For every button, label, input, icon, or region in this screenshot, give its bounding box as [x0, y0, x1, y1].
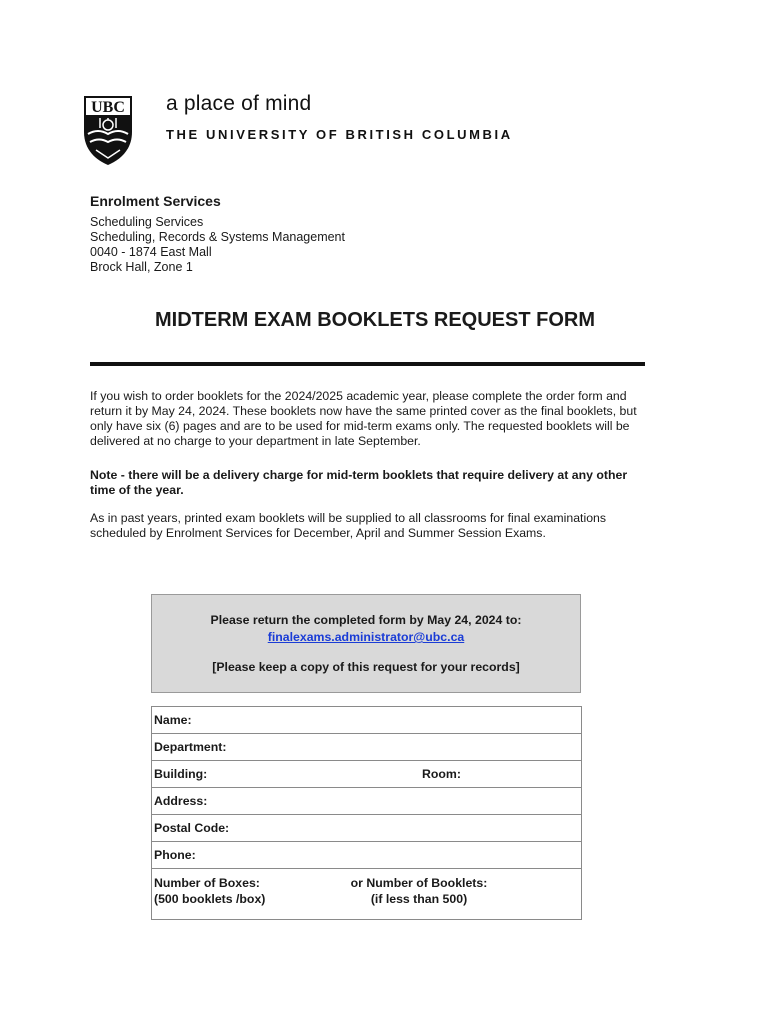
- booklets-note: (if less than 500): [370, 892, 468, 906]
- return-instructions-box: [151, 594, 581, 693]
- phone-field[interactable]: [152, 842, 582, 869]
- quantity-field[interactable]: [152, 869, 582, 920]
- postal-code-field[interactable]: [152, 815, 582, 842]
- booklets-label: or Number of Booklets:: [350, 876, 488, 890]
- tagline: a place of mind: [166, 92, 312, 115]
- keep-copy-note: [Please keep a copy of this request for your records]: [212, 660, 520, 674]
- building-label: Building:: [154, 767, 208, 781]
- university-name: THE UNIVERSITY OF BRITISH COLUMBIA: [166, 127, 513, 142]
- postal-code-label: Postal Code:: [154, 821, 230, 835]
- boxes-label: Number of Boxes:: [154, 876, 260, 890]
- name-label: Name:: [154, 713, 192, 727]
- address-label: Address:: [154, 794, 208, 808]
- intro-paragraph: If you wish to order booklets for the 2024/2025 academic year, please complete the order form and return it by May 24, 2024. These booklets now have the same printed cover as the final booklets, but only have six (6) pages and are to be used for mid-term exams only. The requested booklets will be delivered at no charge to your department in late September.: [90, 389, 637, 448]
- boxes-note: (500 booklets /box): [154, 892, 266, 906]
- address-line: Brock Hall, Zone 1: [90, 260, 193, 274]
- past-years-paragraph: As in past years, printed exam booklets will be supplied to all classrooms for final examinations scheduled by Enrolment Services for December, April and Summer Session Exams.: [90, 511, 607, 540]
- delivery-note: Note - there will be a delivery charge for mid-term booklets that require delivery at any other time of the year.: [90, 468, 628, 497]
- address-line: 0040 - 1874 East Mall: [90, 245, 212, 259]
- address-field[interactable]: [152, 788, 582, 815]
- logo-text: UBC: [91, 99, 125, 116]
- return-deadline-text: Please return the completed form by May 24, 2024 to:: [210, 613, 522, 627]
- department-label: Department:: [154, 740, 227, 754]
- phone-label: Phone:: [154, 848, 196, 862]
- title-divider: [90, 362, 645, 366]
- office-address: [90, 215, 345, 275]
- form-title: MIDTERM EXAM BOOKLETS REQUEST FORM: [155, 309, 595, 331]
- department-heading: Enrolment Services: [90, 193, 221, 209]
- building-room-field[interactable]: [152, 761, 582, 788]
- ubc-crest-logo: [82, 94, 134, 166]
- request-form-table: [151, 706, 582, 920]
- address-line: Scheduling Services: [90, 215, 204, 229]
- department-field[interactable]: [152, 734, 582, 761]
- name-field[interactable]: [152, 707, 582, 734]
- room-label: Room:: [422, 767, 461, 781]
- return-email-link[interactable]: finalexams.administrator@ubc.ca: [267, 630, 465, 644]
- address-line: Scheduling, Records & Systems Management: [90, 230, 345, 244]
